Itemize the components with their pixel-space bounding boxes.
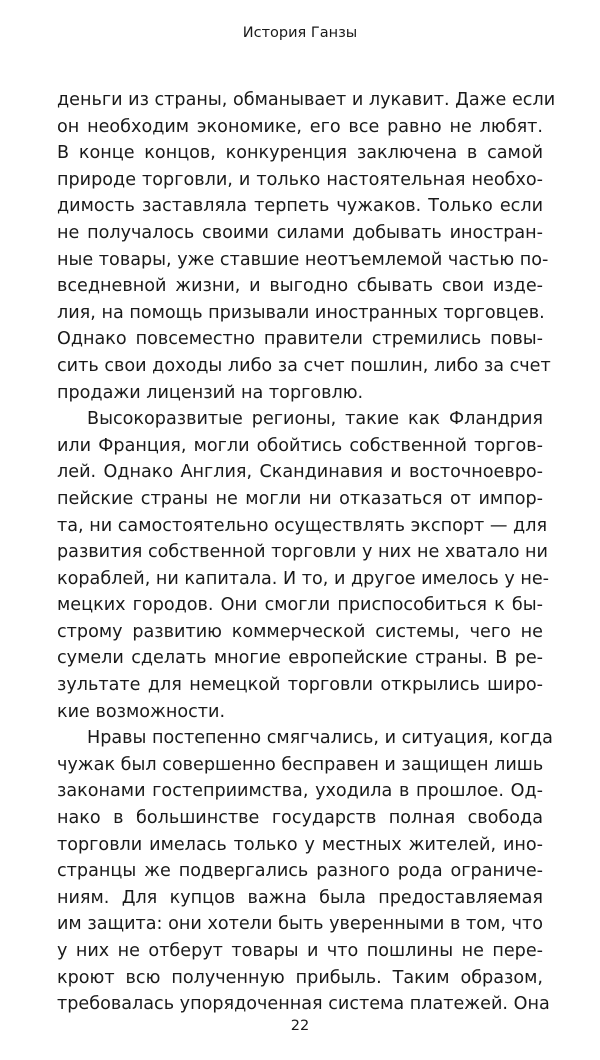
text-line: пейские страны не могли ни отказаться от импор- [57, 488, 543, 509]
text-line: вседневной жизни, и выгодно сбывать свои изде- [57, 276, 543, 297]
text-line: ные товары, уже ставшие неотъемлемой частью по- [57, 249, 549, 270]
text-line: у них не отберут товары и что пошлины не пере- [57, 941, 543, 961]
paragraph [57, 725, 553, 1018]
text-line: развития собственной торговли у них не хватало ни [57, 542, 548, 563]
text-line: деньги из страны, обманывает и лукавит. Даже если [57, 90, 556, 110]
text-line: ниям. Для купцов важна была предоставляемая [57, 887, 543, 908]
text-line: законами гостеприимства, уходила в прошлое. Од- [57, 781, 543, 802]
text-line: зультате для немецкой торговли открылись широ- [57, 675, 543, 696]
text-line: продажи лицензий на торговлю. [57, 382, 364, 403]
text-line: сумели сделать многие европейские страны. В ре- [57, 648, 543, 669]
paragraph [57, 87, 556, 406]
text-line: кие возможности. [57, 701, 226, 722]
paragraph [57, 406, 549, 725]
text-line: странцы же подвергались разного рода ограниче- [57, 861, 543, 882]
text-line: строму развитию коммерческой системы, чего не [57, 621, 543, 642]
text-line: им защита: они хотели быть уверенными в том, что [57, 914, 543, 935]
text-line: лей. Однако Англия, Скандинавия и восточноевро- [57, 462, 543, 483]
text-line: Нравы постепенно смягчались, и ситуация, когда [87, 728, 553, 749]
text-line: он необходим экономике, его все равно не любят. [57, 116, 543, 137]
text-line: димость заставляла терпеть чужаков. Только если [57, 196, 543, 217]
text-line: лия, на помощь призывали иностранных торговцев. [57, 302, 545, 323]
text-line: требовалась упорядоченная система платежей. Она [57, 994, 550, 1015]
text-line: кораблей, ни капитала. И то, и другое имелось у не- [57, 568, 549, 589]
text-line: сить свои доходы либо за счет пошлин, либо за счет [57, 355, 551, 376]
text-line: торговли имелась только у местных жителей, ино- [57, 834, 543, 855]
page-number: 22 [290, 1018, 310, 1034]
text-line: кроют всю полученную прибыль. Таким образом, [57, 967, 543, 988]
running-header: История Ганзы [242, 25, 358, 41]
body-text [57, 87, 556, 1018]
text-line: В конце концов, конкуренция заключена в самой [57, 143, 543, 164]
text-line: нако в большинстве государств полная свобода [57, 808, 543, 829]
text-line: мецких городов. Они смогли приспособиться к бы- [57, 595, 543, 616]
text-line: природе торговли, и только настоятельная необхо- [57, 169, 543, 190]
text-line: не получалось своими силами добывать иностран- [57, 222, 543, 243]
text-line: та, ни самостоятельно осуществлять экспорт — для [57, 515, 548, 536]
text-line: чужак был совершенно бесправен и защищен лишь [57, 754, 544, 775]
text-line: Высокоразвитые регионы, такие как Фландрия [87, 409, 543, 430]
text-line: Однако повсеместно правители стремились повы- [57, 329, 543, 350]
text-line: или Франция, могли обойтись собственной торгов- [57, 435, 543, 456]
